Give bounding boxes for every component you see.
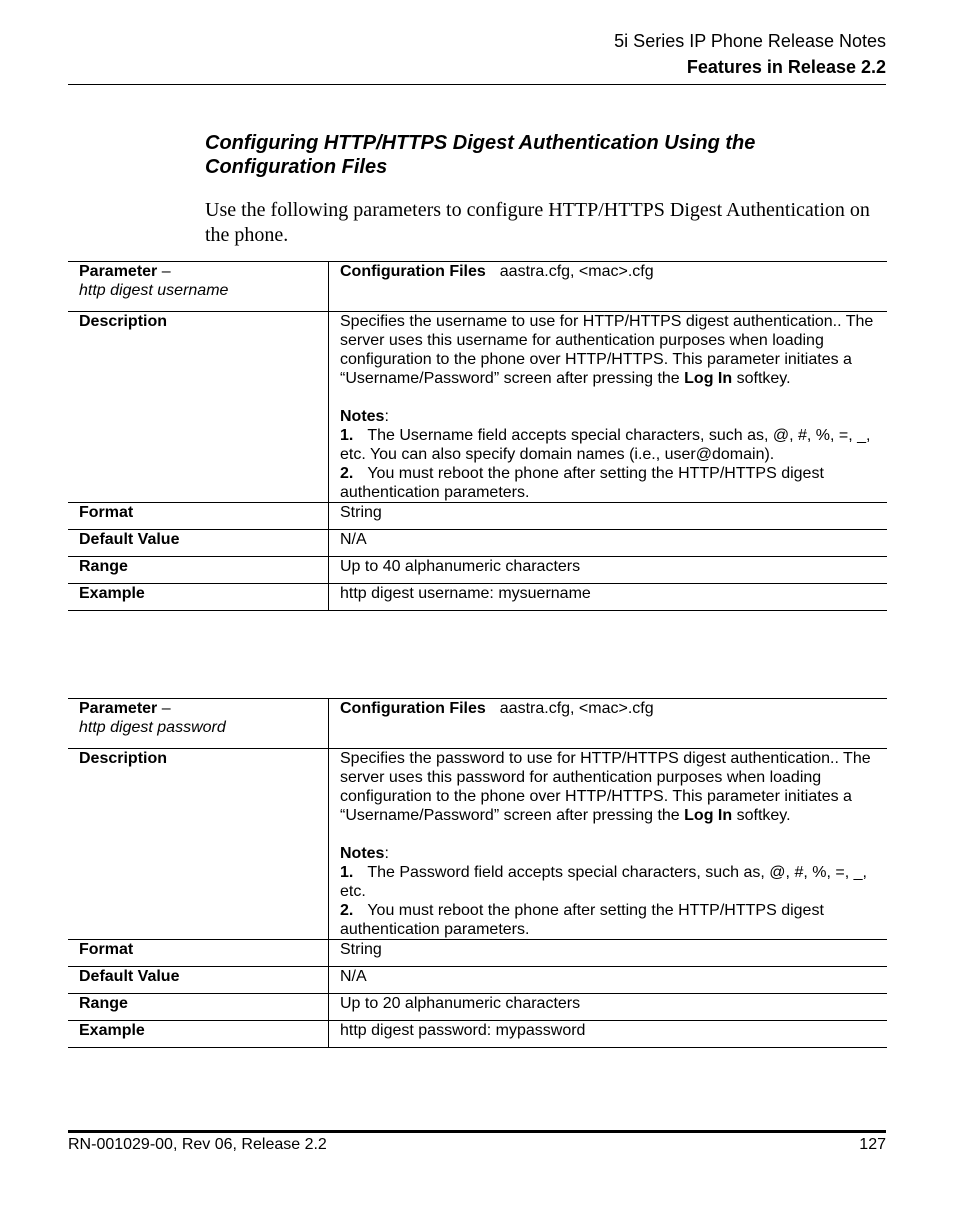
example-label: Example (68, 1021, 329, 1048)
parameter-cell (68, 699, 329, 749)
example-value: http digest password: mypassword (329, 1021, 888, 1048)
config-files-cell (329, 699, 888, 749)
config-files-value: aastra.cfg, <mac>.cfg (499, 700, 654, 717)
section-title: Configuring HTTP/HTTPS Digest Authentication Using the Configuration Files (205, 132, 756, 178)
note-item: 2. You must reboot the phone after setting the HTTP/HTTPS digest authentication parameters. (340, 465, 824, 501)
table-row (68, 749, 887, 940)
page-number: 127 (859, 1136, 886, 1153)
note-item: 1. The Password field accepts special characters, such as, @, #, %, =, _, etc. (340, 864, 867, 900)
table-row (68, 503, 887, 530)
table-row (68, 530, 887, 557)
description-cell (329, 312, 888, 503)
range-value: Up to 20 alphanumeric characters (329, 994, 888, 1021)
header-subtitle: Features in Release 2.2 (686, 57, 886, 77)
notes-heading: Notes: (340, 845, 389, 862)
description-text: Specifies the password to use for HTTP/HTTPS digest authentication.. The server uses this password for authentication purposes when loading configuration to the phone over HTTP/HTTPS. This parameter initiates a “Username/Password” screen after pressing the Log In softkey. (340, 750, 871, 824)
parameter-table-password (68, 698, 887, 1048)
parameter-label: Parameter (79, 700, 158, 717)
table-row (68, 584, 887, 611)
format-value: String (329, 940, 888, 967)
table-row (68, 312, 887, 503)
login-softkey-name: Log In (684, 807, 733, 824)
table-row (68, 1021, 887, 1048)
parameter-name: http digest password (79, 719, 226, 736)
footer-divider (68, 1130, 886, 1133)
table-row (68, 994, 887, 1021)
parameter-label: Parameter (79, 263, 158, 280)
config-files-value: aastra.cfg, <mac>.cfg (499, 263, 654, 280)
parameter-table-username (68, 261, 887, 611)
parameter-dash: – (157, 263, 171, 280)
range-value: Up to 40 alphanumeric characters (329, 557, 888, 584)
default-value-value: N/A (329, 967, 888, 994)
intro-paragraph: Use the following parameters to configure HTTP/HTTPS Digest Authentication on the phone. (205, 199, 870, 246)
table-row (68, 699, 887, 749)
config-files-cell (329, 262, 888, 312)
config-files-label: Configuration Files (340, 263, 486, 280)
table-row (68, 940, 887, 967)
range-label: Range (68, 994, 329, 1021)
default-value-value: N/A (329, 530, 888, 557)
description-label: Description (68, 749, 329, 940)
example-value: http digest username: mysuername (329, 584, 888, 611)
config-files-label: Configuration Files (340, 700, 486, 717)
default-value-label: Default Value (68, 530, 329, 557)
header-divider (68, 84, 886, 85)
header-title: 5i Series IP Phone Release Notes (614, 31, 886, 51)
format-value: String (329, 503, 888, 530)
format-label: Format (68, 940, 329, 967)
parameter-name: http digest username (79, 282, 229, 299)
table-row (68, 262, 887, 312)
note-item: 1. The Username field accepts special characters, such as, @, #, %, =, _, etc. You can also specify domain names (i.e., user@domain). (340, 427, 871, 463)
table-row (68, 967, 887, 994)
default-value-label: Default Value (68, 967, 329, 994)
footer-doc-id: RN-001029-00, Rev 06, Release 2.2 (68, 1136, 327, 1153)
parameter-dash: – (157, 700, 171, 717)
table-row (68, 557, 887, 584)
page-header (614, 28, 886, 80)
description-cell (329, 749, 888, 940)
format-label: Format (68, 503, 329, 530)
range-label: Range (68, 557, 329, 584)
description-text: Specifies the username to use for HTTP/HTTPS digest authentication.. The server uses this username for authentication purposes when loading configuration to the phone over HTTP/HTTPS. This parameter initiates a “Username/Password” screen after pressing the Log In softkey. (340, 313, 874, 387)
note-item: 2. You must reboot the phone after setting the HTTP/HTTPS digest authentication parameters. (340, 902, 824, 938)
parameter-cell (68, 262, 329, 312)
example-label: Example (68, 584, 329, 611)
description-label: Description (68, 312, 329, 503)
login-softkey-name: Log In (684, 370, 733, 387)
notes-heading: Notes: (340, 408, 389, 425)
